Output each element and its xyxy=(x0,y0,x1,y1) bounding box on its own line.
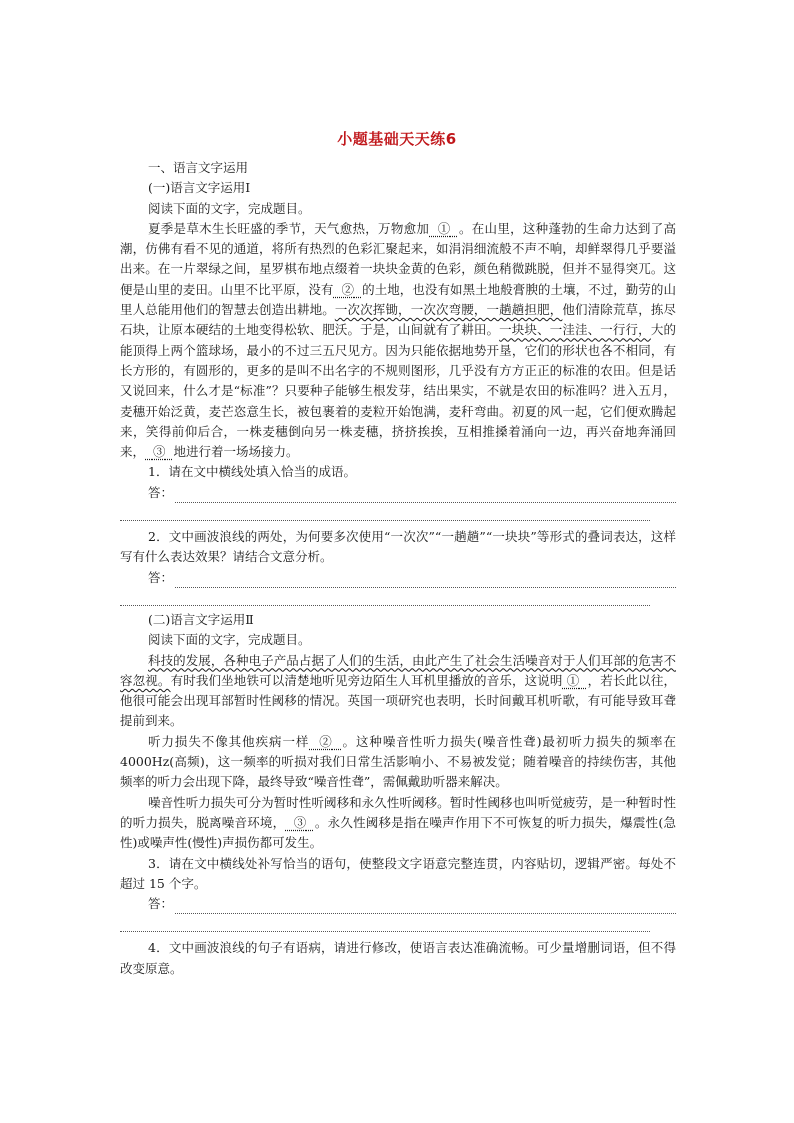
passage-2-para-1 xyxy=(120,651,676,732)
answer-line-continued[interactable] xyxy=(120,588,650,606)
passage-text: 。永久性阈移是指在噪声作用下不可恢复的听力损失，爆震性(急性)或噪声性(慢性)声损伤都可发生。 xyxy=(120,814,676,851)
blank-1 xyxy=(563,673,588,688)
answer-dots xyxy=(175,489,676,503)
question-4: 4．文中画波浪线的句子有语病，请进行修改，使语言表达准确流畅。可少量增删词语，但不得改变原意。 xyxy=(120,940,676,976)
blank-number: ③ xyxy=(152,444,166,460)
subsection-heading-1: (一)语言文字运用Ⅰ xyxy=(148,180,251,196)
question-3: 3．请在文中横线处补写恰当的语句，使整段文字语意完整连贯，内容贴切，逻辑严密。每处不超过 15 个字。 xyxy=(120,855,676,891)
instruction-1: 阅读下面的文字，完成题目。 xyxy=(148,200,311,216)
passage-text: 地进行着一场场接力。 xyxy=(173,444,299,460)
passage-text: 。这种噪音性听力损失(噪音性聋)最初听力损失的频率在 4000Hz(高频)，这一频率的听损对我们日常生活影响小、不易被发觉；随着噪音的持续伤害，其他频率的听力会出现下降，最终导致“噪音性聋”，需佩戴助听器来解决。 xyxy=(120,733,676,790)
blank-2 xyxy=(333,282,362,297)
passage-2-para-2 xyxy=(120,732,676,793)
blank-2 xyxy=(309,734,342,749)
passage-text: 他们清除荒草，拣尽石块，让原本硬结的土地变得松软、肥沃。于是，山间就有了耕田。 xyxy=(120,302,676,338)
answer-line[interactable] xyxy=(120,483,676,503)
blank-3 xyxy=(145,444,173,459)
answer-line-continued[interactable] xyxy=(120,914,650,932)
answer-dots xyxy=(175,574,676,588)
subsection-heading-2: (二)语言文字运用Ⅱ xyxy=(148,611,254,627)
answer-label: 答： xyxy=(148,484,174,500)
blank-number: ① xyxy=(437,220,451,236)
passage-text: 夏季是草木生长旺盛的季节，天气愈热，万物愈加 xyxy=(148,220,430,236)
passage-text: 。在山里，这种蓬勃的生命力达到了高潮，仿佛有看不见的通道，将所有热烈的色彩汇聚起来，如涓涓细流般不声不响，却鲜翠得几乎要溢出来。在一片翠绿之间，星罗棋布地点缀着一块块金黄的色彩，颜色稍微跳脱，但并不显得突兀。这便是山里的麦田。山里不比平原，没有 xyxy=(120,220,676,297)
answer-dots xyxy=(175,900,676,914)
blank-3 xyxy=(285,815,315,830)
question-1: 1．请在文中横线处填入恰当的成语。 xyxy=(148,464,356,480)
answer-line[interactable] xyxy=(120,894,676,914)
blank-number: ③ xyxy=(293,814,307,830)
section-heading: 一、语言文字运用 xyxy=(148,160,249,175)
page-title: 小题基础天天练6 xyxy=(337,130,457,148)
passage-text: 的土地，也没有如黑土地般膏腴的土壤，不过，勤劳的山里人总能用他们的智慧去创造出耕地。 xyxy=(120,281,676,318)
passage-text: ，若长此以往，他很可能会出现耳部暂时性阈移的情况。英国一项研究也表明，长时间戴耳机听歌，有可能导致耳聋提前到来。 xyxy=(120,672,676,729)
wavy-underline-text: 一块块、一洼洼、一行行， xyxy=(499,322,651,338)
wavy-underline-text: 一次次挥锄，一次次弯腰，一趟趟担肥， xyxy=(334,302,563,318)
answer-line-continued[interactable] xyxy=(120,503,650,521)
passage-1 xyxy=(120,219,676,463)
blank-number: ② xyxy=(341,281,355,297)
answer-label: 答： xyxy=(148,896,174,912)
blank-1 xyxy=(429,221,459,236)
passage-text: 噪音性听力损失可分为暂时性听阈移和永久性听阈移。暂时性阈移也叫听觉疲劳，是一种暂时性的听力损失，脱离噪音环境， xyxy=(120,794,676,830)
question-2: 2．文中画波浪线的两处，为何要多次使用“一次次”“一趟趟”“一块块”等形式的叠词表达，这样写有什么表达效果？请结合文意分析。 xyxy=(120,529,676,565)
answer-line[interactable] xyxy=(120,568,676,588)
passage-2-para-3 xyxy=(120,793,676,854)
passage-text: 听力损失不像其他疾病一样 xyxy=(148,733,310,749)
blank-number: ① xyxy=(566,672,580,688)
instruction-2: 阅读下面的文字，完成题目。 xyxy=(148,632,311,648)
document-body xyxy=(120,158,676,979)
blank-number: ② xyxy=(319,733,333,749)
passage-text: 大的能顶得上两个篮球场，最小的不过三五尺见方。因为只能依据地势开垦，它们的形状也各不相同，有长方形的，有圆形的，更多的是叫不出名字的不规则图形，几乎没有方方正正的标准的农田。但是话又说回来，什么才是“标准”？只要种子能够生根发芽，结出果实，不就是农田的标准吗？进入五月，麦穗开始泛黄，麦芒恣意生长，被包裹着的麦粒开始饱满，麦秆弯曲。初夏的风一起，它们便欢腾起来，笑得前仰后合，一株麦穗倒向另一株麦穗，挤挤挨挨，互相推搡着涌向一边，再兴奋地奔涌回来， xyxy=(120,322,676,460)
answer-label: 答： xyxy=(148,569,174,585)
passage-text: 有时我们坐地铁可以清楚地听见旁边陌生人耳机里播放的音乐，这说明 xyxy=(170,672,563,688)
wavy-underline-text: 科技的发展，各种电子产品占据了人们的生活，由此产生了社会生活噪音对于人们耳部的危害不容忽视。 xyxy=(120,652,676,688)
